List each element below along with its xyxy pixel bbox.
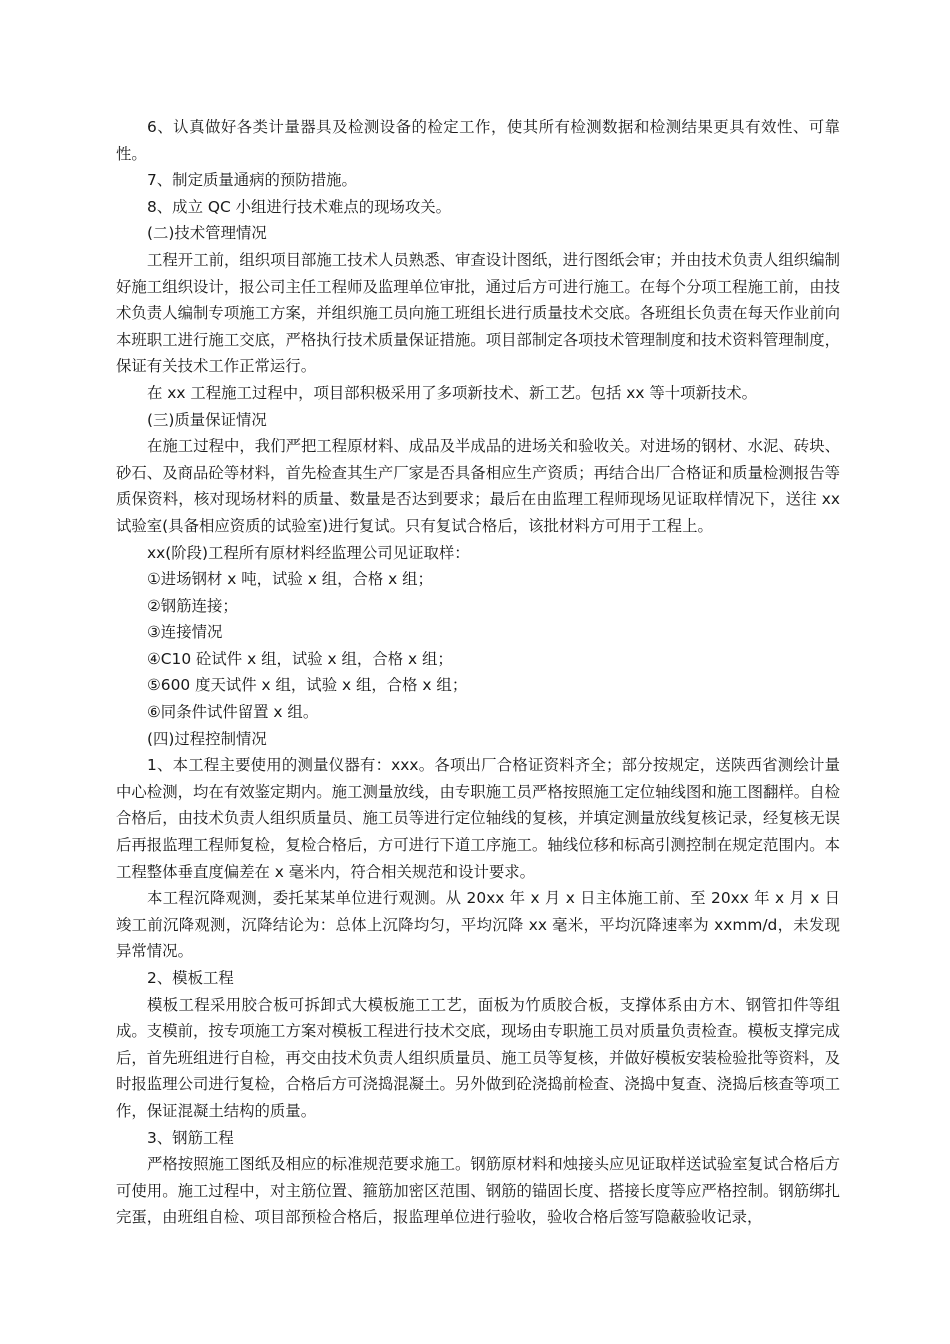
paragraph: 在施工过程中，我们严把工程原材料、成品及半成品的进场关和验收关。对进场的钢材、水泥、砖块、砂石、及商品砼等材料，首先检查其生产厂家是否具备相应生产资质；再结合出厂合格证和质量检测报告等质保资料，核对现场材料的质量、数量是否达到要求；最后在由监理工程师现场见证取样情况下，送往 xx 试验室(具备相应资质的试验室)进行复试。只有复试合格后，该批材料方可用于工程上。: [116, 437, 840, 535]
paragraph: 1、本工程主要使用的测量仪器有：xxx。各项出厂合格证资料齐全；部分按规定，送陕西省测绘计量中心检测，均在有效鉴定期内。施工测量放线，由专职施工员严格按照施工定位轴线图和施工图翻样。自检合格后，由技术负责人组织质量员、施工员等进行定位轴线的复核，并填定测量放线复核记录，经复核无误后再报监理工程师复检，复检合格后，方可进行下道工序施工。轴线位移和标高引测控制在规定范围内。本工程整体垂直度偏差在 x 毫米内，符合相关规范和设计要求。: [116, 756, 840, 881]
list-item: ③连接情况: [147, 623, 223, 642]
paragraph: 6、认真做好各类计量器具及检测设备的检定工作，使其所有检测数据和检测结果更具有效性、可靠性。: [116, 118, 840, 163]
list-item: ⑥同条件试件留置 x 组。: [147, 703, 319, 722]
paragraph: 工程开工前，组织项目部施工技术人员熟悉、审查设计图纸，进行图纸会审；并由技术负责人组织编制好施工组织设计，报公司主任工程师及监理单位审批，通过后方可进行施工。在每个分项工程施工前，由技术负责人编制专项施工方案，并组织施工员向施工班组长进行质量技术交底。各班组长负责在每天作业前向本班职工进行施工交底，严格执行技术质量保证措施。项目部制定各项技术管理制度和技术资料管理制度，保证有关技术工作正常运行。: [116, 250, 840, 376]
paragraph: 在 xx 工程施工过程中，项目部积极采用了多项新技术、新工艺。包括 xx 等十项新技术。: [147, 383, 758, 402]
paragraph: 模板工程采用胶合板可拆卸式大模板施工工艺，面板为竹质胶合板，支撑体系由方木、钢管扣件等组成。支模前，按专项施工方案对模板工程进行技术交底，现场由专职施工员对质量负责检查。模板支撑完成后，首先班组进行自检，再交由技术负责人组织质量员、施工员等复核，并做好模板安装检验批等资料，及时报监理公司进行复检，合格后方可浇捣混凝土。另外做到砼浇捣前检查、浇捣中复查、浇捣后核查等项工作，保证混凝土结构的质量。: [116, 995, 840, 1120]
paragraph: 7、制定质量通病的预防措施。: [147, 171, 357, 190]
list-item: ①进场钢材 x 吨，试验 x 组，合格 x 组；: [147, 570, 433, 589]
subsection-heading: 3、钢筋工程: [147, 1128, 234, 1147]
list-item: ②钢筋连接；: [147, 596, 238, 615]
paragraph: 本工程沉降观测，委托某某单位进行观测。从 20xx 年 x 月 x 日主体施工前、至 20xx 年 x 月 x 日竣工前沉降观测，沉降结论为：总体上沉降均匀，平均沉降 xx 毫米，平均沉降速率为 xxmm/d，未发现异常情况。: [116, 889, 840, 961]
subsection-heading: 2、模板工程: [147, 969, 234, 987]
paragraph: xx(阶段)工程所有原材料经监理公司见证取样：: [147, 543, 470, 562]
section-heading: (四)过程控制情况: [147, 729, 267, 748]
section-heading: (三)质量保证情况: [147, 410, 267, 429]
paragraph: 严格按照施工图纸及相应的标准规范要求施工。钢筋原材料和烛接头应见证取样送试验室复试合格后方可使用。施工过程中，对主筋位置、箍筋加密区范围、钢筋的锚固长度、搭接长度等应严格控制。钢筋绑扎完蛋，由班组自检、项目部预检合格后，报监理单位进行验收，验收合格后签写隐蔽验收记录，: [116, 1155, 840, 1227]
paragraph: 8、成立 QC 小组进行技术难点的现场攻关。: [147, 197, 452, 216]
list-item: ⑤600 度天试件 x 组，试验 x 组，合格 x 组；: [147, 676, 468, 695]
list-item: ④C10 砼试件 x 组，试验 x 组，合格 x 组；: [147, 649, 453, 668]
section-heading: (二)技术管理情况: [147, 224, 267, 243]
